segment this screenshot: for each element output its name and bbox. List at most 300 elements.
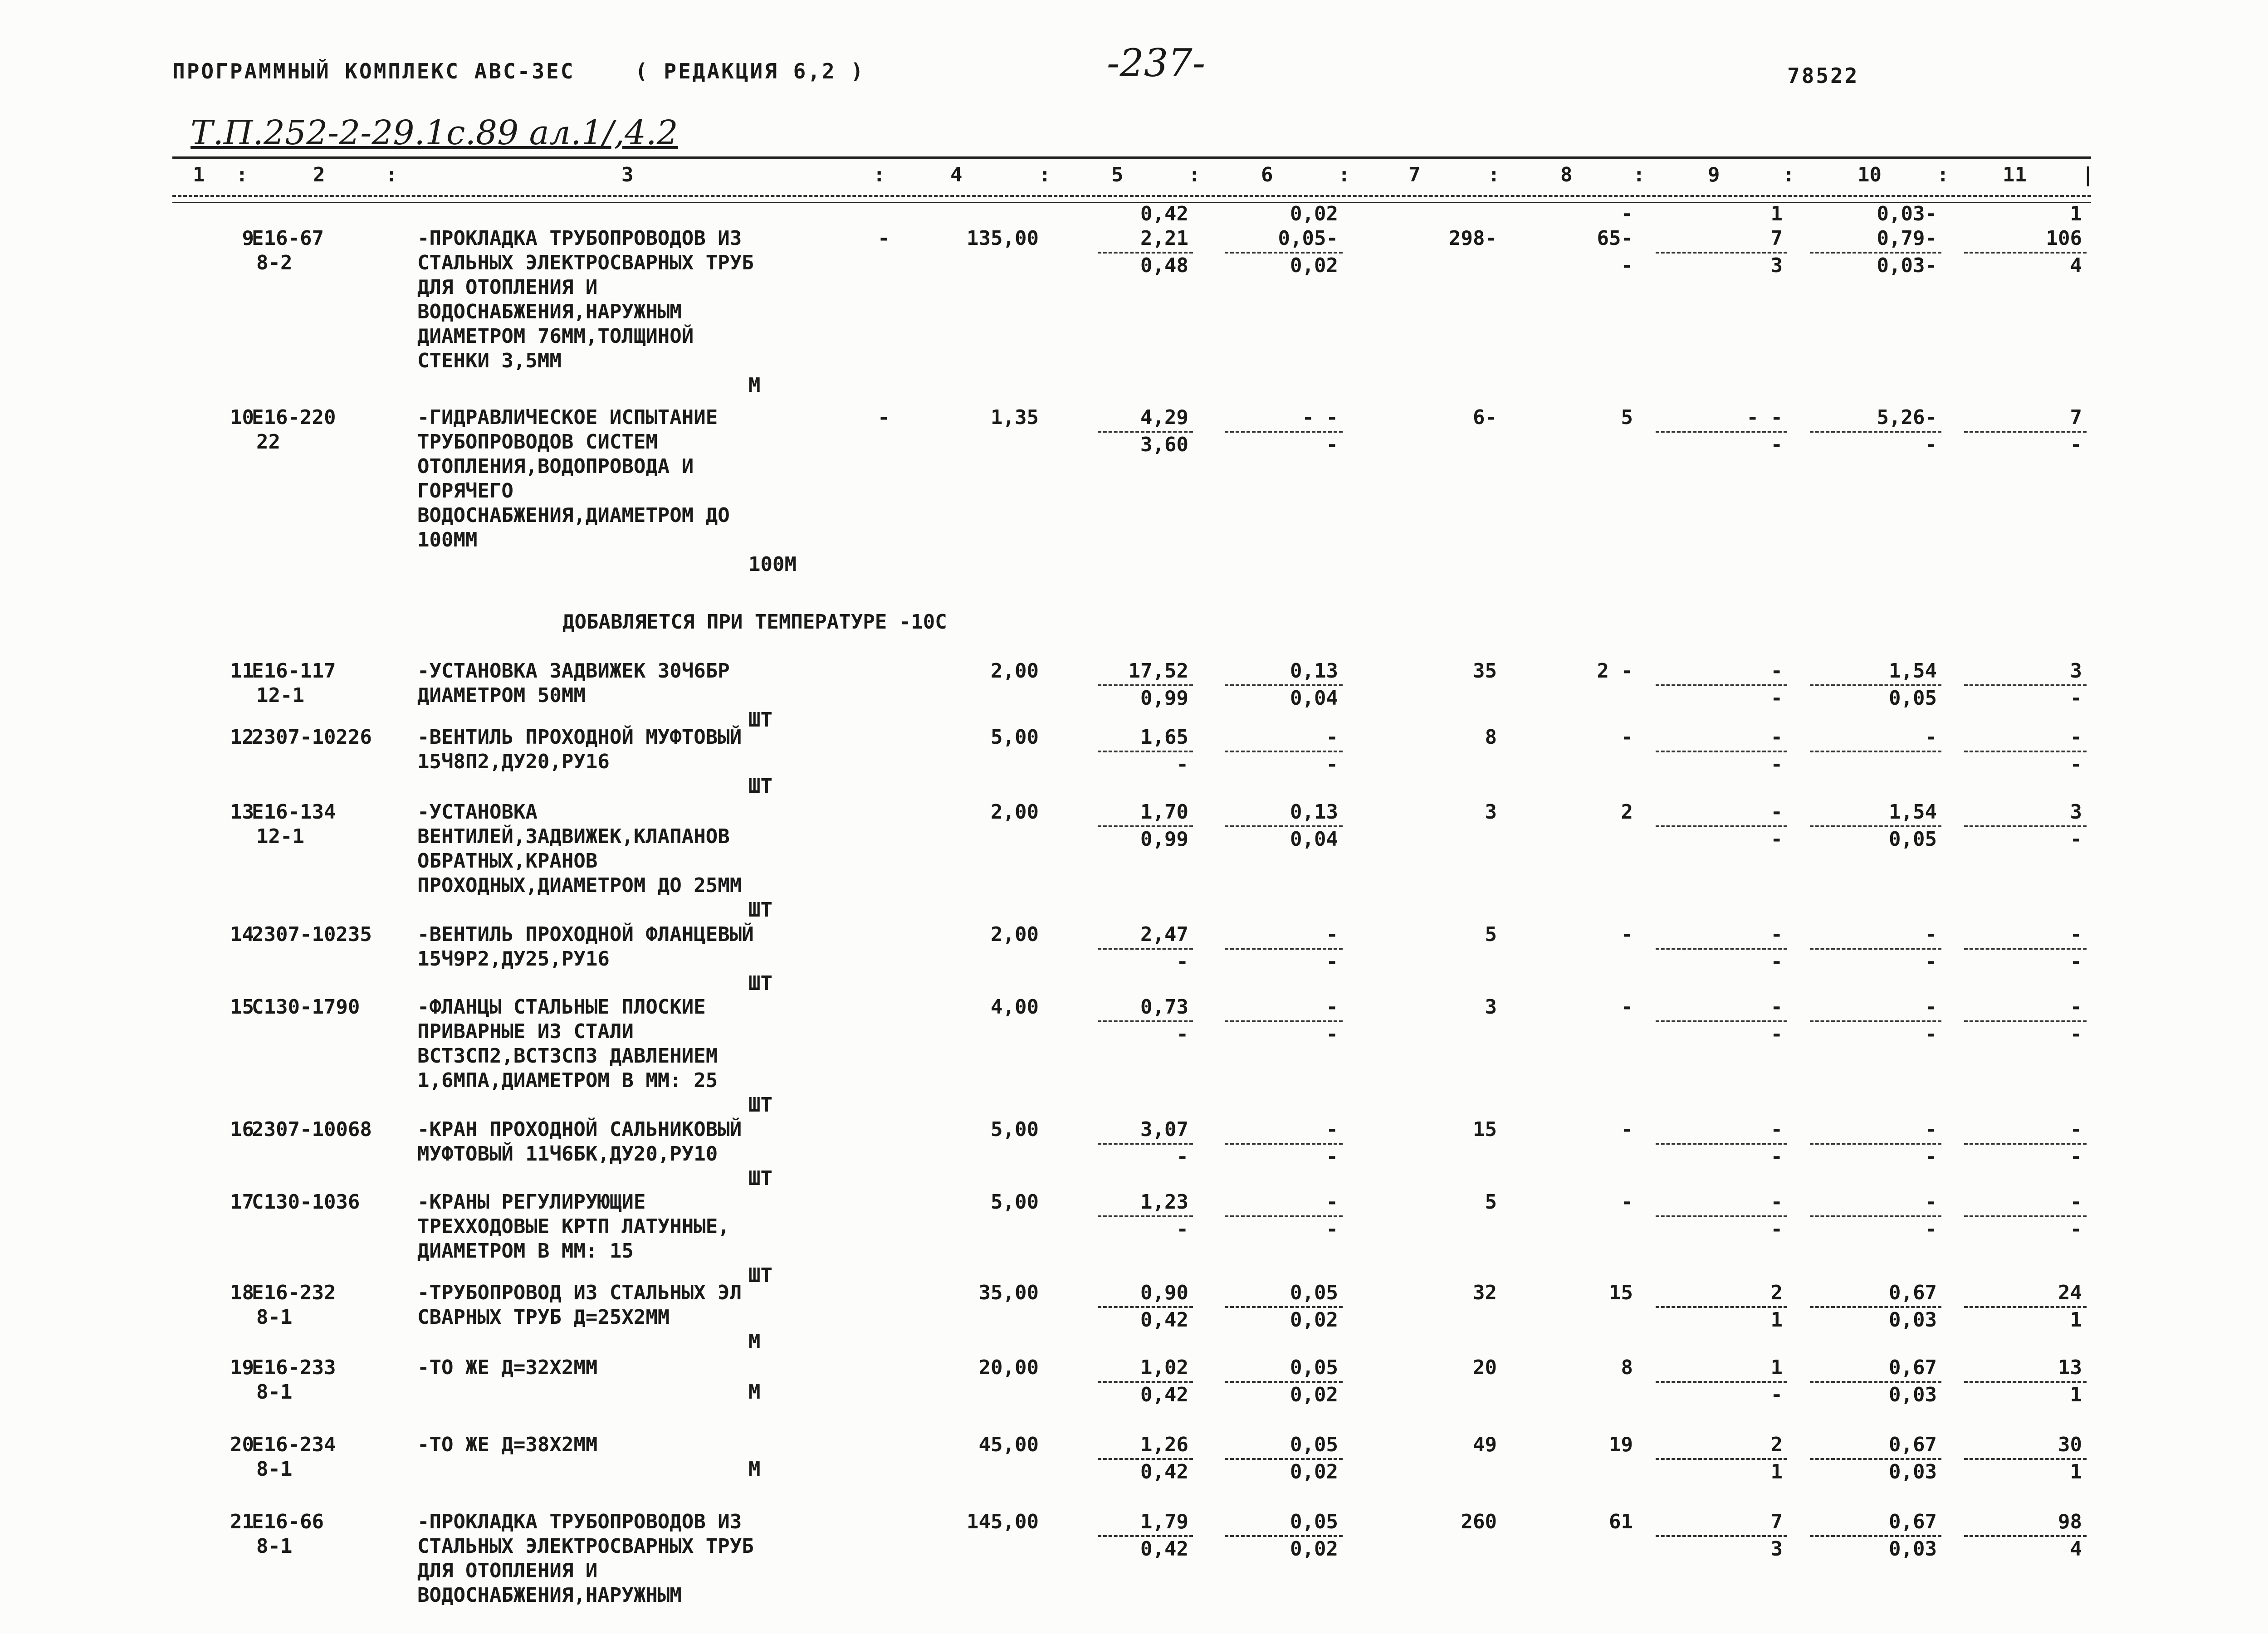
cell-divider	[1098, 825, 1193, 827]
col-header-3: 3	[621, 163, 634, 186]
row-quantity: 145,00	[967, 1510, 1039, 1533]
cell-divider	[1225, 1535, 1343, 1537]
col-header-7: 7	[1408, 163, 1421, 186]
row-quantity: 45,00	[978, 1433, 1039, 1456]
cell-divider	[1656, 1143, 1787, 1145]
cell-divider	[1656, 1535, 1787, 1537]
cell-divider	[1810, 948, 1941, 950]
cell-divider	[1810, 252, 1941, 254]
row-c11-lower: -	[2070, 753, 2082, 776]
row-unit: ШТ	[748, 1093, 772, 1117]
row-c9-main: -	[1770, 923, 1783, 946]
row-quantity: 2,00	[991, 659, 1039, 683]
row-c8-upper: -	[1621, 202, 1633, 225]
cell-divider	[1810, 684, 1941, 686]
row-c9-main: 7	[1770, 1510, 1783, 1533]
row-description: СВАРНЫХ ТРУБ Д=25Х2ММ	[417, 1306, 670, 1329]
row-description: ТРЕХХОДОВЫЕ КРТП ЛАТУННЫЕ,	[417, 1215, 730, 1238]
row-unit: М	[748, 1458, 761, 1481]
row-code: Е16-232	[252, 1281, 336, 1304]
cell-divider	[1656, 825, 1787, 827]
row-c6-lower: 0,02	[1290, 1460, 1338, 1483]
row-c6-main: - -	[1302, 406, 1338, 429]
cell-divider	[1225, 1306, 1343, 1308]
row-code: Е16-66	[252, 1510, 324, 1533]
row-c7: 5	[1485, 923, 1497, 946]
row-c7: 298-	[1449, 227, 1497, 250]
cell-divider	[1656, 948, 1787, 950]
cell-divider	[1225, 825, 1343, 827]
cell-divider	[1225, 684, 1343, 686]
cell-divider	[1225, 252, 1343, 254]
row-number: 12	[230, 726, 254, 749]
cell-divider	[1098, 1143, 1193, 1145]
row-unit: ШТ	[748, 898, 772, 922]
col-sep: :	[1937, 163, 1949, 186]
row-c9-lower: 3	[1770, 254, 1783, 277]
row-c11-lower: 1	[2070, 1383, 2082, 1406]
row-quantity: 2,00	[991, 923, 1039, 946]
row-c5-upper: 0,42	[1140, 202, 1188, 225]
row-c5-main: 2,47	[1140, 923, 1188, 946]
row-description: ГОРЯЧЕГО	[417, 479, 513, 502]
row-c6-main: -	[1326, 1118, 1338, 1141]
cell-divider	[1656, 684, 1787, 686]
row-c9-main: -	[1770, 659, 1783, 683]
row-c9-main: 1	[1770, 1356, 1783, 1379]
row-description: -ГИДРАВЛИЧЕСКОЕ ИСПЫТАНИЕ	[417, 406, 718, 429]
row-description: СТАЛЬНЫХ ЭЛЕКТРОСВАРНЫХ ТРУБ	[417, 251, 754, 274]
row-code-sub: 8-1	[256, 1458, 293, 1481]
row-c6-lower: -	[1326, 753, 1338, 776]
row-description: -УСТАНОВКА ЗАДВИЖЕК 30Ч6БР	[417, 659, 730, 683]
row-c6-main: -	[1326, 726, 1338, 749]
row-c8-lower: -	[1621, 254, 1633, 277]
row-c10-lower: -	[1925, 1218, 1937, 1241]
row-c11-lower: 1	[2070, 1460, 2082, 1483]
cell-divider	[1656, 751, 1787, 752]
row-c10-lower: 0,05	[1889, 687, 1937, 710]
row-quantity: 5,00	[991, 1190, 1039, 1214]
row-c10-upper: 0,03-	[1877, 202, 1937, 225]
row-c5-main: 3,07	[1140, 1118, 1188, 1141]
row-code: С130-1036	[252, 1190, 360, 1214]
row-c6-main: 0,05	[1290, 1281, 1338, 1304]
row-description: ТРУБОПРОВОДОВ СИСТЕМ	[417, 430, 658, 454]
row-c6-main: 0,05	[1290, 1433, 1338, 1456]
row-c8-main: -	[1621, 995, 1633, 1019]
row-code: С130-1790	[252, 995, 360, 1019]
row-c10-lower: 0,03	[1889, 1460, 1937, 1483]
row-c6-lower: 0,04	[1290, 687, 1338, 710]
row-number: 13	[230, 800, 254, 824]
row-code-sub: 8-2	[256, 251, 293, 274]
col-sep: :	[873, 163, 885, 186]
row-code-sub: 22	[256, 430, 280, 454]
row-unit: ШТ	[748, 972, 772, 995]
col-header-4: 4	[950, 163, 963, 186]
row-quantity: 35,00	[978, 1281, 1039, 1304]
row-description: ВОДОСНАБЖЕНИЯ,НАРУЖНЫМ	[417, 300, 682, 323]
row-c9-main: - -	[1746, 406, 1783, 429]
row-c9-main: -	[1770, 1118, 1783, 1141]
row-code: Е16-134	[252, 800, 336, 824]
row-number: 9	[242, 227, 254, 250]
row-description: ДЛЯ ОТОПЛЕНИЯ И	[417, 1559, 598, 1582]
row-c8-main: -	[1621, 1118, 1633, 1141]
row-code-sub: 8-1	[256, 1380, 293, 1404]
row-c5-main: 2,21	[1140, 227, 1188, 250]
row-c10-main: 5,26-	[1877, 406, 1937, 429]
row-c11-main: 24	[2058, 1281, 2082, 1304]
row-description: -ПРОКЛАДКА ТРУБОПРОВОДОВ ИЗ	[417, 1510, 742, 1533]
row-description: МУФТОВЫЙ 11Ч6БК,ДУ20,РУ10	[417, 1142, 718, 1166]
row-description: ДИАМЕТРОМ 76ММ,ТОЛЩИНОЙ	[417, 325, 694, 348]
row-quantity: 5,00	[991, 726, 1039, 749]
row-c9-lower: -	[1770, 1145, 1783, 1168]
row-c9-main: -	[1770, 1190, 1783, 1214]
row-c6-lower: -	[1326, 433, 1338, 456]
row-dash: -	[878, 227, 890, 250]
col-header-5: 5	[1111, 163, 1124, 186]
row-description: ВОДОСНАБЖЕНИЯ,НАРУЖНЫМ	[417, 1584, 682, 1607]
row-description: -ВЕНТИЛЬ ПРОХОДНОЙ ФЛАНЦЕВЫЙ	[417, 923, 754, 946]
row-code: Е16-233	[252, 1356, 336, 1379]
row-description: ДИАМЕТРОМ В ММ: 15	[417, 1239, 634, 1263]
row-c10-main: 0,67	[1889, 1356, 1937, 1379]
cell-divider	[1225, 948, 1343, 950]
row-description: -ВЕНТИЛЬ ПРОХОДНОЙ МУФТОВЫЙ	[417, 726, 742, 749]
row-c5-lower: 0,42	[1140, 1537, 1188, 1561]
row-c11-main: -	[2070, 1190, 2082, 1214]
row-c5-lower: 0,42	[1140, 1460, 1188, 1483]
cell-divider	[1656, 431, 1787, 433]
cell-divider	[1964, 751, 2087, 752]
cell-divider	[1098, 1381, 1193, 1383]
cell-divider	[1656, 1020, 1787, 1022]
row-c11-main: 106	[2046, 227, 2082, 250]
row-dash: -	[878, 406, 890, 429]
cell-divider	[1964, 1381, 2087, 1383]
cell-divider	[1098, 1458, 1193, 1460]
row-c10-main: -	[1925, 1190, 1937, 1214]
row-quantity: 1,35	[991, 406, 1039, 429]
row-c10-lower: -	[1925, 433, 1937, 456]
row-code: Е16-117	[252, 659, 336, 683]
row-unit: ШТ	[748, 1167, 772, 1190]
cell-divider	[1098, 1306, 1193, 1308]
row-c10-main: 0,67	[1889, 1281, 1937, 1304]
row-c9-main: 2	[1770, 1281, 1783, 1304]
row-c5-main: 17,52	[1128, 659, 1188, 683]
cell-divider	[1964, 1020, 2087, 1022]
row-code: 2307-10068	[252, 1118, 372, 1141]
row-code: 2307-10235	[252, 923, 372, 946]
cell-divider	[1810, 1020, 1941, 1022]
row-number: 11	[230, 659, 254, 683]
row-description: ПРОХОДНЫХ,ДИАМЕТРОМ ДО 25ММ	[417, 874, 742, 897]
row-c11-upper: 1	[2070, 202, 2082, 225]
row-number: 15	[230, 995, 254, 1019]
row-c10-lower: 0,03	[1889, 1383, 1937, 1406]
cell-divider	[1964, 948, 2087, 950]
row-number: 21	[230, 1510, 254, 1533]
row-c5-main: 4,29	[1140, 406, 1188, 429]
row-quantity: 4,00	[991, 995, 1039, 1019]
col-sep: :	[1338, 163, 1350, 186]
row-unit: 100М	[748, 553, 797, 576]
row-c6-lower: -	[1326, 1145, 1338, 1168]
row-c5-lower: 3,60	[1140, 433, 1188, 456]
cell-divider	[1225, 1215, 1343, 1217]
row-c9-lower: -	[1770, 1218, 1783, 1241]
row-description: -ТРУБОПРОВОД ИЗ СТАЛЬНЫХ ЭЛ	[417, 1281, 742, 1304]
row-c9-main: 2	[1770, 1433, 1783, 1456]
cell-divider	[1964, 1143, 2087, 1145]
row-description: СТЕНКИ 3,5ММ	[417, 349, 562, 372]
row-description: -КРАН ПРОХОДНОЙ САЛЬНИКОВЫЙ	[417, 1118, 742, 1141]
row-c11-main: 13	[2058, 1356, 2082, 1379]
cell-divider	[1098, 684, 1193, 686]
row-number: 17	[230, 1190, 254, 1214]
row-c6-main: 0,05-	[1278, 227, 1338, 250]
row-c11-main: -	[2070, 1118, 2082, 1141]
row-c6-main: 0,05	[1290, 1510, 1338, 1533]
row-c10-lower: -	[1925, 1023, 1937, 1046]
row-c7: 20	[1473, 1356, 1497, 1379]
row-c5-main: 1,70	[1140, 800, 1188, 824]
row-c7: 260	[1461, 1510, 1497, 1533]
cell-divider	[1098, 948, 1193, 950]
row-unit: М	[748, 1330, 761, 1353]
row-c5-lower: -	[1176, 753, 1188, 776]
row-c11-lower: 1	[2070, 1308, 2082, 1332]
handwritten-reference: Т.П.252-2-29.1с.89 ал.1/,4.2	[191, 113, 678, 152]
row-c5-main: 1,79	[1140, 1510, 1188, 1533]
row-c9-main: -	[1770, 800, 1783, 824]
cell-divider	[1810, 1215, 1941, 1217]
col-sep: :	[236, 163, 248, 186]
row-code: Е16-234	[252, 1433, 336, 1456]
row-description: ВЕНТИЛЕЙ,ЗАДВИЖЕК,КЛАПАНОВ	[417, 825, 730, 848]
col-header-8: 8	[1560, 163, 1573, 186]
row-c6-main: 0,05	[1290, 1356, 1338, 1379]
row-c9-main: 7	[1770, 227, 1783, 250]
cell-divider	[1810, 431, 1941, 433]
row-c7: 15	[1473, 1118, 1497, 1141]
row-c7: 35	[1473, 659, 1497, 683]
cell-divider	[1964, 431, 2087, 433]
row-c10-main: 0,79-	[1877, 227, 1937, 250]
row-description: -ПРОКЛАДКА ТРУБОПРОВОДОВ ИЗ	[417, 227, 742, 250]
row-c8-main: -	[1621, 726, 1633, 749]
row-c10-main: 0,67	[1889, 1510, 1937, 1533]
row-description: ПРИВАРНЫЕ ИЗ СТАЛИ	[417, 1020, 634, 1043]
col-sep: :	[386, 163, 398, 186]
row-unit: М	[748, 1380, 761, 1404]
col-header-6: 6	[1261, 163, 1273, 186]
cell-divider	[1964, 684, 2087, 686]
row-c5-main: 1,26	[1140, 1433, 1188, 1456]
row-c11-lower: -	[2070, 1023, 2082, 1046]
row-c6-lower: 0,02	[1290, 1308, 1338, 1332]
row-c7: 49	[1473, 1433, 1497, 1456]
cell-divider	[1656, 1306, 1787, 1308]
row-c10-main: 0,67	[1889, 1433, 1937, 1456]
row-code: Е16-220	[252, 406, 336, 429]
cell-divider	[1810, 1143, 1941, 1145]
row-quantity: 5,00	[991, 1118, 1039, 1141]
row-description: -КРАНЫ РЕГУЛИРУЮЩИЕ	[417, 1190, 646, 1214]
row-description: ОТОПЛЕНИЯ,ВОДОПРОВОДА И	[417, 455, 694, 478]
row-c8-main: 2	[1621, 800, 1633, 824]
row-unit: М	[748, 374, 761, 397]
col-sep: :	[1188, 163, 1201, 186]
row-code-sub: 8-1	[256, 1306, 293, 1329]
row-c11-lower: -	[2070, 1218, 2082, 1241]
row-description: -ФЛАНЦЫ СТАЛЬНЫЕ ПЛОСКИЕ	[417, 995, 706, 1019]
row-description: -ТО ЖЕ Д=38Х2ММ	[417, 1433, 598, 1456]
row-c6-lower: -	[1326, 950, 1338, 973]
row-number: 19	[230, 1356, 254, 1379]
cell-divider	[1225, 751, 1343, 752]
row-unit: ШТ	[748, 775, 772, 798]
col-header-2: 2	[313, 163, 325, 186]
row-c8-main: -	[1621, 923, 1633, 946]
row-code-sub: 12-1	[256, 825, 304, 848]
cell-divider	[1225, 1020, 1343, 1022]
row-code-sub: 12-1	[256, 684, 304, 707]
row-c5-lower: -	[1176, 1145, 1188, 1168]
row-c6-lower: 0,02	[1290, 1537, 1338, 1561]
col-sep: :	[1783, 163, 1795, 186]
row-number: 14	[230, 923, 254, 946]
row-description: ДЛЯ ОТОПЛЕНИЯ И	[417, 276, 598, 299]
cell-divider	[1656, 1215, 1787, 1217]
cell-divider	[1964, 1535, 2087, 1537]
row-c5-lower: 0,42	[1140, 1308, 1188, 1332]
row-c10-lower: 0,03	[1889, 1537, 1937, 1561]
row-c8-main: 8	[1621, 1356, 1633, 1379]
row-quantity: 20,00	[978, 1356, 1039, 1379]
row-c11-lower: -	[2070, 687, 2082, 710]
row-c6-upper: 0,02	[1290, 202, 1338, 225]
row-description: 1,6МПА,ДИАМЕТРОМ В ММ: 25	[417, 1069, 718, 1092]
row-c8-main: 65-	[1597, 227, 1633, 250]
row-c6-main: -	[1326, 923, 1338, 946]
cell-divider	[1098, 1535, 1193, 1537]
row-c6-lower: 0,02	[1290, 254, 1338, 277]
row-c10-lower: -	[1925, 1145, 1937, 1168]
row-description: 100ММ	[417, 528, 478, 551]
row-c9-main: -	[1770, 726, 1783, 749]
row-description: -ТО ЖЕ Д=32Х2ММ	[417, 1356, 598, 1379]
row-c9-lower: -	[1770, 1383, 1783, 1406]
row-c7: 5	[1485, 1190, 1497, 1214]
row-c5-main: 0,90	[1140, 1281, 1188, 1304]
row-c9-lower: -	[1770, 1023, 1783, 1046]
row-c7: 3	[1485, 995, 1497, 1019]
row-c9-upper: 1	[1770, 202, 1783, 225]
col-header-9: 9	[1708, 163, 1720, 186]
row-code: Е16-67	[252, 227, 324, 250]
row-c8-main: 2 -	[1597, 659, 1633, 683]
row-number: 16	[230, 1118, 254, 1141]
col-sep: :	[1039, 163, 1051, 186]
row-c11-main: -	[2070, 726, 2082, 749]
row-unit: ШТ	[748, 708, 772, 732]
cell-divider	[1964, 252, 2087, 254]
row-description: ОБРАТНЫХ,КРАНОВ	[417, 849, 598, 873]
row-unit: ШТ	[748, 1264, 772, 1287]
edition-label: ( РЕДАКЦИЯ 6,2 )	[635, 59, 865, 83]
row-c5-main: 0,73	[1140, 995, 1188, 1019]
row-c10-lower: 0,03	[1889, 1308, 1937, 1332]
row-c8-main: 15	[1609, 1281, 1633, 1304]
row-c10-lower: 0,05	[1889, 828, 1937, 851]
cell-divider	[1656, 1458, 1787, 1460]
row-c10-lower: 0,03-	[1877, 254, 1937, 277]
row-c9-main: -	[1770, 995, 1783, 1019]
row-c10-lower: -	[1925, 950, 1937, 973]
row-c11-lower: -	[2070, 1145, 2082, 1168]
cell-divider	[1810, 1458, 1941, 1460]
row-c8-main: 61	[1609, 1510, 1633, 1533]
cell-divider	[1225, 1143, 1343, 1145]
row-quantity: 2,00	[991, 800, 1039, 824]
row-number: 18	[230, 1281, 254, 1304]
col-sep: |	[2082, 163, 2094, 186]
row-c5-main: 1,65	[1140, 726, 1188, 749]
row-description: СТАЛЬНЫХ ЭЛЕКТРОСВАРНЫХ ТРУБ	[417, 1535, 754, 1558]
row-note: ДОБАВЛЯЕТСЯ ПРИ ТЕМПЕРАТУРЕ -10С	[562, 610, 947, 634]
col-sep: :	[1633, 163, 1645, 186]
col-sep: :	[1488, 163, 1500, 186]
row-number: 10	[230, 406, 254, 429]
cell-divider	[1098, 1215, 1193, 1217]
cell-divider	[1225, 1458, 1343, 1460]
row-c6-main: -	[1326, 1190, 1338, 1214]
row-c9-lower: 1	[1770, 1460, 1783, 1483]
row-c10-main: -	[1925, 923, 1937, 946]
row-c9-lower: 1	[1770, 1308, 1783, 1332]
row-c7: 8	[1485, 726, 1497, 749]
row-c5-main: 1,02	[1140, 1356, 1188, 1379]
row-c7: 3	[1485, 800, 1497, 824]
cell-divider	[1964, 1306, 2087, 1308]
cell-divider	[1098, 431, 1193, 433]
col-header-1: 1	[193, 163, 205, 186]
row-c11-main: -	[2070, 995, 2082, 1019]
row-c8-main: 5	[1621, 406, 1633, 429]
row-code-sub: 8-1	[256, 1535, 293, 1558]
page-number: -237-	[1107, 41, 1206, 85]
row-quantity: 135,00	[967, 227, 1039, 250]
cell-divider	[1098, 751, 1193, 752]
row-c5-lower: -	[1176, 1023, 1188, 1046]
row-c6-lower: -	[1326, 1023, 1338, 1046]
row-c8-main: 19	[1609, 1433, 1633, 1456]
row-c6-lower: -	[1326, 1218, 1338, 1241]
row-description: 15Ч9Р2,ДУ25,РУ16	[417, 947, 610, 971]
row-code: 2307-10226	[252, 726, 372, 749]
row-c11-main: 7	[2070, 406, 2082, 429]
cell-divider	[1225, 431, 1343, 433]
row-c10-main: -	[1925, 726, 1937, 749]
cell-divider	[1098, 252, 1193, 254]
cell-divider	[1656, 1381, 1787, 1383]
cell-divider	[1810, 1381, 1941, 1383]
